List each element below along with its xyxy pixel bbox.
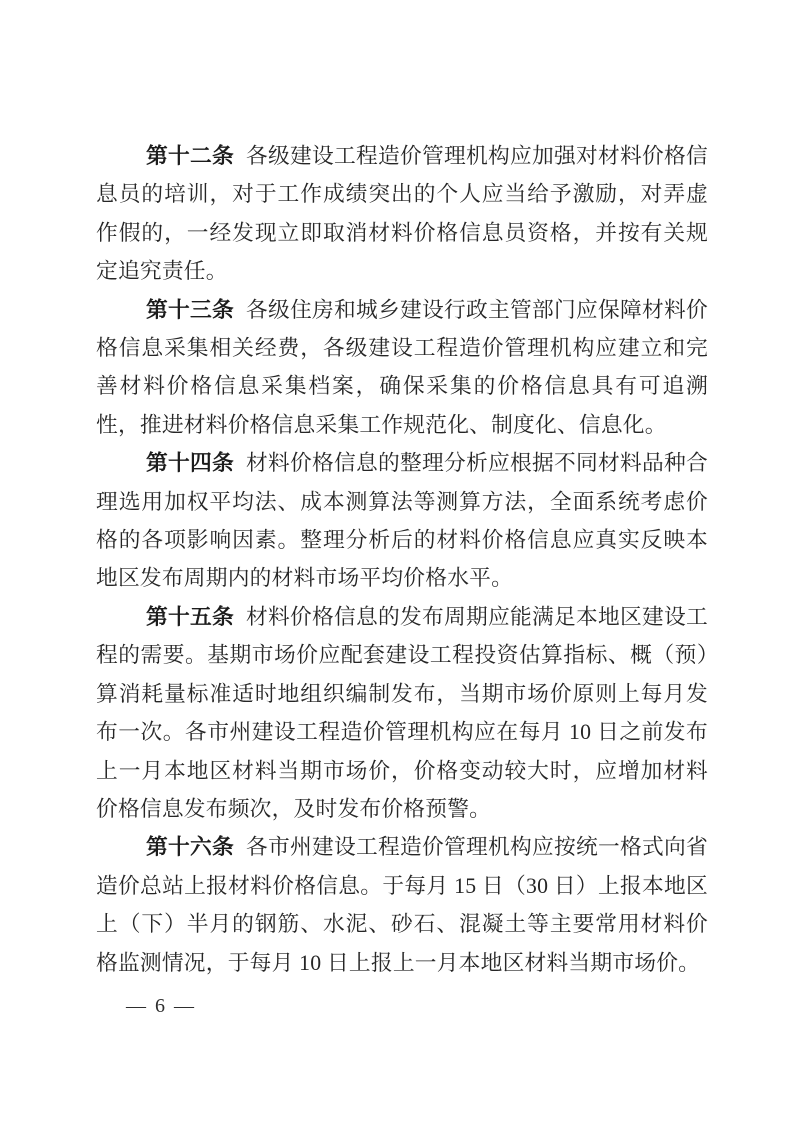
article-paragraph-13 — [96, 291, 708, 445]
article-paragraph-14 — [96, 444, 708, 598]
page-number: — 6 — — [126, 995, 196, 1017]
article-text: 各级住房和城乡建设行政主管部门应保障材料价格信息采集相关经费，各级建设工程造价管理机构应建立和完善材料价格信息采集档案，确保采集的价格信息具有可追溯性，推进材料价格信息采集工作规范化、制度化、信息化。 — [96, 297, 708, 437]
article-text: 各级建设工程造价管理机构应加强对材料价格信息员的培训，对于工作成绩突出的个人应当给予激励，对弄虚作假的，一经发现立即取消材料价格信息员资格，并按有关规定追究责任。 — [96, 144, 708, 284]
article-paragraph-15 — [96, 598, 708, 828]
document-body — [96, 137, 708, 982]
article-text: 材料价格信息的发布周期应能满足本地区建设工程的需要。基期市场价应配套建设工程投资估算指标、概（预）算消耗量标准适时地组织编制发布，当期市场价原则上每月发布一次。各市州建设工程造价管理机构应在每月 10 日之前发布上一月本地区材料当期市场价，价格变动较大时，应增加材料价格信息发布频次，及时发布价格预警。 — [96, 604, 708, 821]
article-paragraph-16 — [96, 828, 708, 982]
article-number: 第十四条 — [146, 450, 235, 476]
article-text: 各市州建设工程造价管理机构应按统一格式向省造价总站上报材料价格信息。于每月 15 日（30 日）上报本地区上（下）半月的钢筋、水泥、砂石、混凝土等主要常用材料价格监测情况，于每月 10 日上报上一月本地区材料当期市场价。 — [96, 835, 708, 975]
article-paragraph-12 — [96, 137, 708, 291]
article-number: 第十五条 — [146, 603, 235, 629]
article-text: 材料价格信息的整理分析应根据不同材料品种合理选用加权平均法、成本测算法等测算方法，全面系统考虑价格的各项影响因素。整理分析后的材料价格信息应真实反映本地区发布周期内的材料市场平均价格水平。 — [96, 451, 708, 591]
article-number: 第十二条 — [146, 143, 235, 168]
article-number: 第十三条 — [146, 296, 235, 322]
article-number: 第十六条 — [146, 834, 235, 860]
